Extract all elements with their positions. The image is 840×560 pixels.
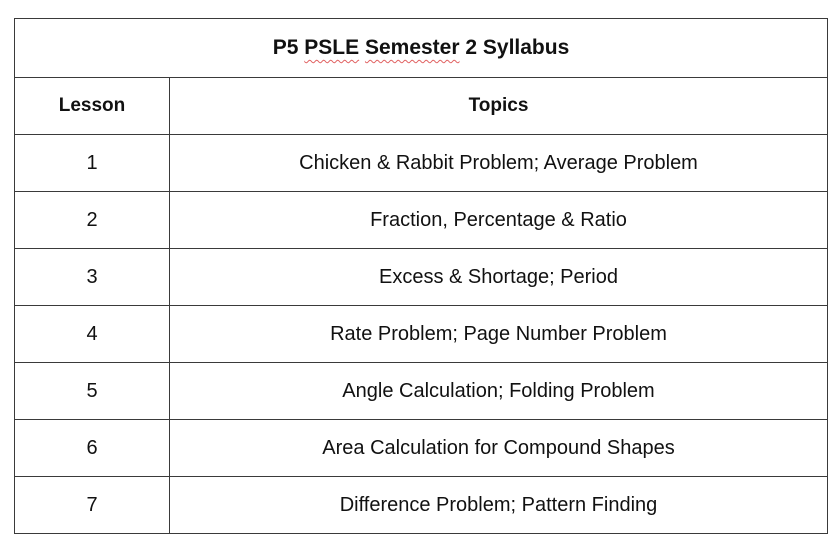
lesson-number: 7 (15, 477, 170, 534)
syllabus-table (14, 18, 828, 534)
lesson-topics: Excess & Shortage; Period (170, 249, 828, 306)
lesson-topics: Fraction, Percentage & Ratio (170, 192, 828, 249)
title-prefix: P5 (272, 36, 299, 59)
lesson-topics: Area Calculation for Compound Shapes (170, 420, 828, 477)
lesson-topics: Rate Problem; Page Number Problem (170, 306, 828, 363)
table-row (15, 306, 828, 363)
lesson-number: 2 (15, 192, 170, 249)
table-row (15, 135, 828, 192)
lesson-number: 1 (15, 135, 170, 192)
title-word-semester: Semester (364, 36, 460, 59)
table-row (15, 249, 828, 306)
column-header-topics: Topics (170, 78, 828, 135)
title-suffix: 2 Syllabus (465, 36, 570, 59)
lesson-topics: Chicken & Rabbit Problem; Average Problem (170, 135, 828, 192)
table-row (15, 477, 828, 534)
table-title-text (273, 36, 570, 60)
header-row (15, 78, 828, 135)
column-header-lesson: Lesson (15, 78, 170, 135)
lesson-number: 6 (15, 420, 170, 477)
table-title (15, 19, 828, 78)
lesson-number: 4 (15, 306, 170, 363)
lesson-topics: Difference Problem; Pattern Finding (170, 477, 828, 534)
table-row (15, 363, 828, 420)
title-row (15, 19, 828, 78)
lesson-number: 5 (15, 363, 170, 420)
lesson-topics: Angle Calculation; Folding Problem (170, 363, 828, 420)
title-word-psle: PSLE (304, 36, 360, 59)
lesson-number: 3 (15, 249, 170, 306)
table-row (15, 420, 828, 477)
table-row (15, 192, 828, 249)
